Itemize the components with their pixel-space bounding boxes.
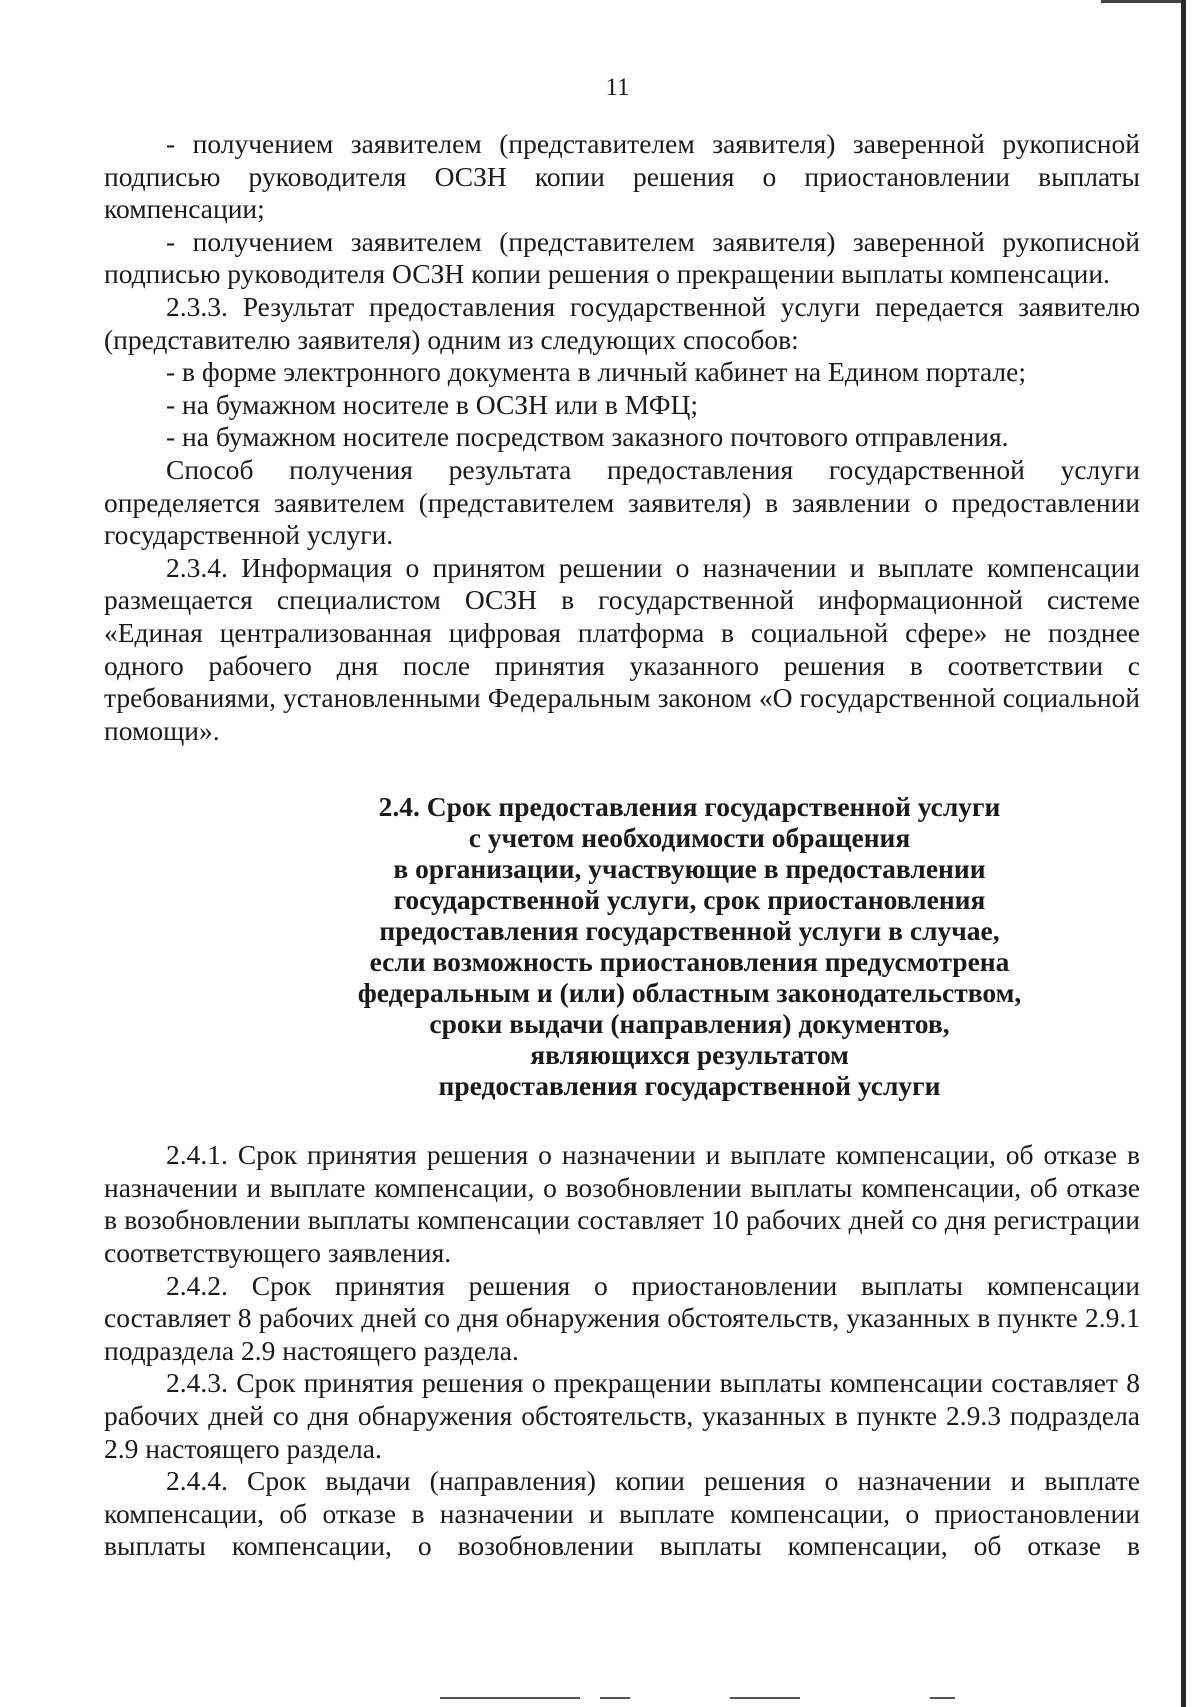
paragraph-method-of-receipt: Способ получения результата предоставления государственной услуги определяется заявителем (представителем заявителя) в заявлении о предоставлении государственной услуги. [104,453,1140,551]
heading-line: если возможность приостановления предусмотрена [369,946,1010,978]
paragraph-bullet-termination: - получением заявителем (представителем заявителя) заверенной рукописной подписью руководителя ОСЗН копии решения о прекращении выплаты компенсации. [104,225,1140,290]
heading-line: в организации, участвующие в предоставлении [393,853,986,885]
scan-edge-top [1101,0,1186,3]
heading-line: 2.4. Срок предоставления государственной услуги [378,791,1001,823]
document-body [104,128,1140,1563]
heading-line: сроки выдачи (направления) документов, [429,1008,950,1040]
paragraph-2-4-3: 2.4.3. Срок принятия решения о прекращении выплаты компенсации составляет 8 рабочих дней со дня обнаружения обстоятельств, указанных в пункте 2.9.3 подраздела 2.9 настоящего раздела. [104,1367,1140,1464]
paragraph-2-3-4: 2.3.4. Информация о принятом решении о назначении и выплате компенсации размещается специалистом ОСЗН в государственной информационной системе «Единая централизованная цифровая платформа в социальной сфере» не позднее одного рабочего дня после принятия указанного решения в соответствии с требованиями, установленными Федеральным законом «О государственной социальной помощи». [104,551,1140,746]
scan-edge-right [1181,0,1186,1707]
paragraph-2-4-1: 2.4.1. Срок принятия решения о назначении и выплате компенсации, об отказе в назначении и выплате компенсации, о возобновлении выплаты компенсации, об отказе в возобновлении выплаты компенсации составляет 10 рабочих дней со дня регистрации соответствующего заявления. [104,1139,1140,1269]
page-number: 11 [605,74,630,101]
heading-line: федеральным и (или) областным законодательством, [357,977,1022,1009]
heading-line: государственной услуги, срок приостановления [393,884,986,916]
list-item-paper-ofice: - на бумажном носителе в ОСЗН или в МФЦ; [166,388,699,420]
paragraph-bullet-suspension: - получением заявителем (представителем заявителя) заверенной рукописной подписью руководителя ОСЗН копии решения о приостановлении выплаты компенсации; [104,128,1140,225]
paragraph-2-4-4: 2.4.4. Срок выдачи (направления) копии решения о назначении и выплате компенсации, об отказе в назначении и выплате компенсации, о приостановлении выплаты компенсации, о возобновлении выплаты компенсации, об отказе в [104,1465,1140,1562]
list-item-paper-mail: - на бумажном носителе посредством заказного почтового отправления. [166,421,1009,453]
scan-artifact [730,1697,800,1699]
paragraph-2-3-3: 2.3.3. Результат предоставления государственной услуги передается заявителю (представителю заявителя) одним из следующих способов: [104,290,1140,355]
heading-line: являющихся результатом [530,1039,849,1071]
scan-artifact [600,1697,630,1699]
scan-artifact [930,1697,955,1699]
list-item-electronic: - в форме электронного документа в личный кабинет на Едином портале; [166,356,1026,388]
heading-line: с учетом необходимости обращения [468,822,911,854]
heading-line: предоставления государственной услуги [438,1070,941,1102]
section-heading-2-4 [104,791,1140,1101]
paragraph-2-4-2: 2.4.2. Срок принятия решения о приостановлении выплаты компенсации составляет 8 рабочих дней со дня обнаружения обстоятельств, указанных в пункте 2.9.1 подраздела 2.9 настоящего раздела. [104,1269,1140,1366]
heading-line: предоставления государственной услуги в случае, [379,915,1000,947]
scan-artifact [440,1697,580,1699]
